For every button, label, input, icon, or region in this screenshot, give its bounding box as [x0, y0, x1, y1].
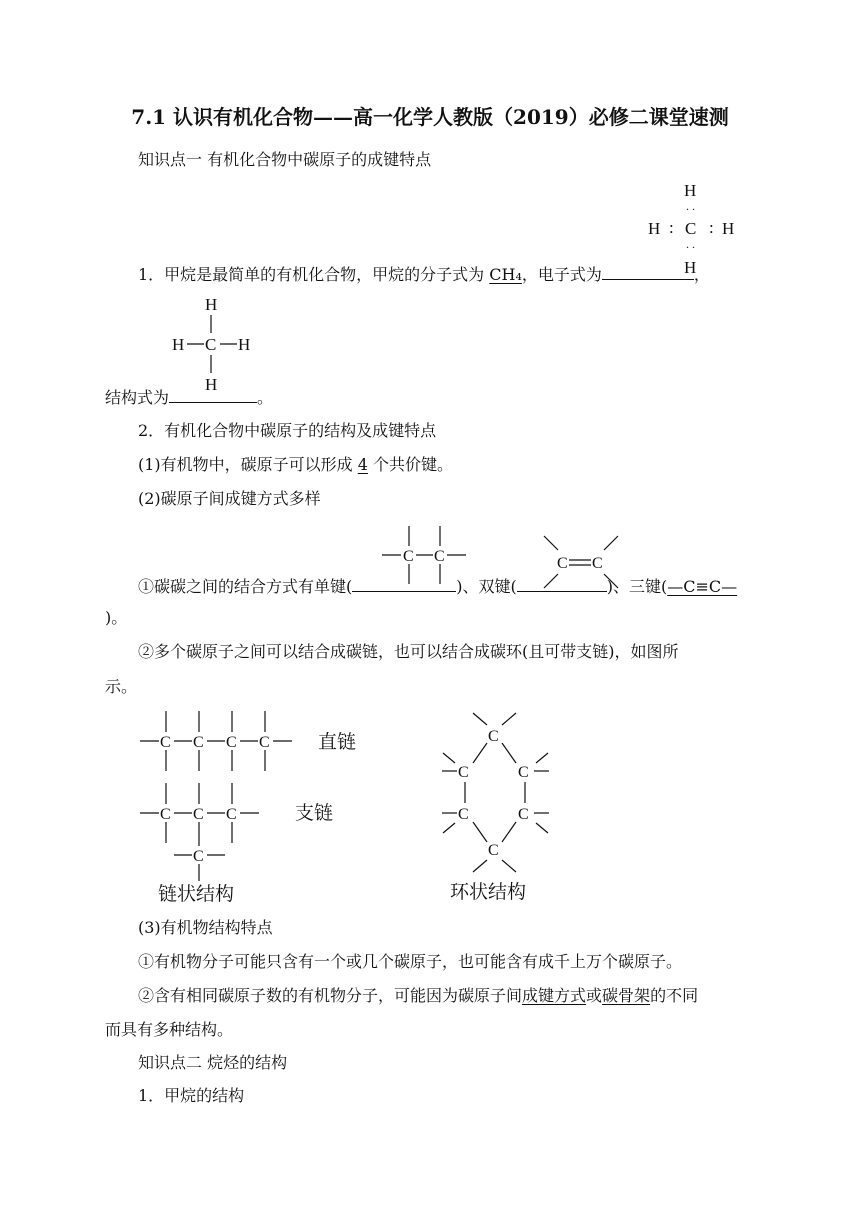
branch-c1: C — [160, 806, 171, 823]
chain-c3: C — [226, 734, 237, 751]
methane-formula: CH₄ — [489, 265, 522, 284]
item2-p2: (2)碳原子间成键方式多样 — [138, 489, 321, 508]
straight-chain-label: 直链 — [318, 731, 357, 753]
double-bond-blank — [517, 575, 607, 592]
branch-c3: C — [226, 806, 237, 823]
bond-types-line — [138, 575, 737, 597]
chain-structure-caption: 链状结构 — [158, 883, 235, 905]
chain-c1: C — [160, 734, 171, 751]
item1-line — [138, 263, 710, 285]
section-heading-2: 知识点二 烷烃的结构 — [138, 1053, 288, 1072]
electron-formula-blank — [602, 263, 694, 280]
methane-structural-formula — [168, 292, 268, 397]
p7-or: 或 — [586, 986, 603, 1005]
item2-p4-line1: ②多个碳原子之间可以结合成碳链，也可以结合成碳环(且可带支链)，如图所 — [138, 642, 679, 661]
electron-pair-left: : — [669, 218, 674, 237]
page-title: 7.1 认识有机化合物——高一化学人教版（2019）必修二课堂速测 — [131, 105, 729, 129]
item2-heading: 2．有机化合物中碳原子的结构及成键特点 — [138, 421, 437, 440]
carbon-skeleton-term: 碳骨架 — [602, 986, 651, 1005]
electron-pair-top: . . — [686, 199, 695, 213]
atom-h-right: H — [722, 219, 735, 238]
ring-structure-caption: 环状结构 — [450, 881, 527, 903]
bond-types-end: )。 — [105, 608, 128, 627]
ring-c-bottom: C — [488, 842, 499, 859]
section2-item1: 1．甲烷的结构 — [138, 1086, 245, 1105]
chain-c2: C — [193, 734, 204, 751]
struct-c: C — [205, 335, 217, 354]
item2-p7-line1 — [138, 986, 698, 1006]
structural-formula-line — [105, 386, 273, 408]
struct-h-left: H — [172, 335, 185, 354]
ring-c-lower-right: C — [518, 806, 529, 823]
p7-b: 的不同 — [650, 986, 699, 1005]
branch-c2: C — [193, 806, 204, 823]
p3-b: )、双键( — [456, 577, 517, 596]
carbon-skeleton-figure — [130, 705, 570, 910]
item1-prefix: 1．甲烷是最简单的有机化合物，甲烷的分子式为 — [138, 265, 490, 284]
atom-h-bottom: H — [684, 258, 697, 277]
item2-p4-line2: 示。 — [105, 677, 138, 696]
p7-a: ②含有相同碳原子数的有机物分子，可能因为碳原子间 — [138, 986, 523, 1005]
double-bond-c1: C — [557, 555, 568, 572]
p3-c: )、三键( — [606, 577, 668, 596]
item2-p6: ①有机物分子可能只含有一个或几个碳原子，也可能含有成千上万个碳原子。 — [138, 952, 683, 971]
single-bond-blank — [352, 575, 456, 592]
struct-h-right: H — [238, 335, 251, 354]
covalent-bond-count: 4 — [357, 455, 368, 474]
branched-chain-bonds — [140, 783, 259, 881]
item2-p5: (3)有机物结构特点 — [138, 918, 273, 937]
single-bond-c2: C — [434, 548, 445, 565]
p1-suffix: 个共价键。 — [367, 455, 454, 474]
single-bond-c1: C — [403, 548, 414, 565]
p1-prefix: (1)有机物中，碳原子可以形成 — [138, 455, 358, 474]
item2-p7-line2: 而具有多种结构。 — [105, 1020, 234, 1039]
struct-h-bottom: H — [205, 375, 218, 394]
item1-comma: ， — [693, 265, 710, 284]
chain-c4: C — [259, 734, 270, 751]
ring-c-lower-left: C — [458, 806, 469, 823]
atom-h-left: H — [648, 219, 661, 238]
item2-p1 — [138, 455, 453, 475]
atom-c-center: C — [685, 219, 697, 238]
ring-c-upper-right: C — [518, 764, 529, 781]
bond-mode-term: 成键方式 — [522, 986, 587, 1005]
triple-bond: —C≡C— — [667, 577, 738, 596]
ring-c-upper-left: C — [458, 764, 469, 781]
item1-mid: ，电子式为 — [521, 265, 602, 284]
branch-c4: C — [193, 848, 204, 865]
p3-a: ①碳碳之间的结合方式有单键( — [138, 577, 353, 596]
struct-h-top: H — [205, 295, 218, 314]
struct-prefix: 结构式为 — [105, 388, 170, 407]
branched-chain-label: 支链 — [295, 802, 334, 824]
structural-formula-blank — [169, 386, 257, 403]
electron-pair-right: : — [709, 218, 714, 237]
ring-c-top: C — [488, 728, 499, 745]
electron-pair-bottom: . . — [686, 237, 695, 251]
double-bond-c2: C — [592, 555, 603, 572]
struct-end: 。 — [257, 388, 274, 407]
section-heading-1: 知识点一 有机化合物中碳原子的成键特点 — [138, 150, 432, 169]
atom-h-top: H — [684, 181, 697, 200]
